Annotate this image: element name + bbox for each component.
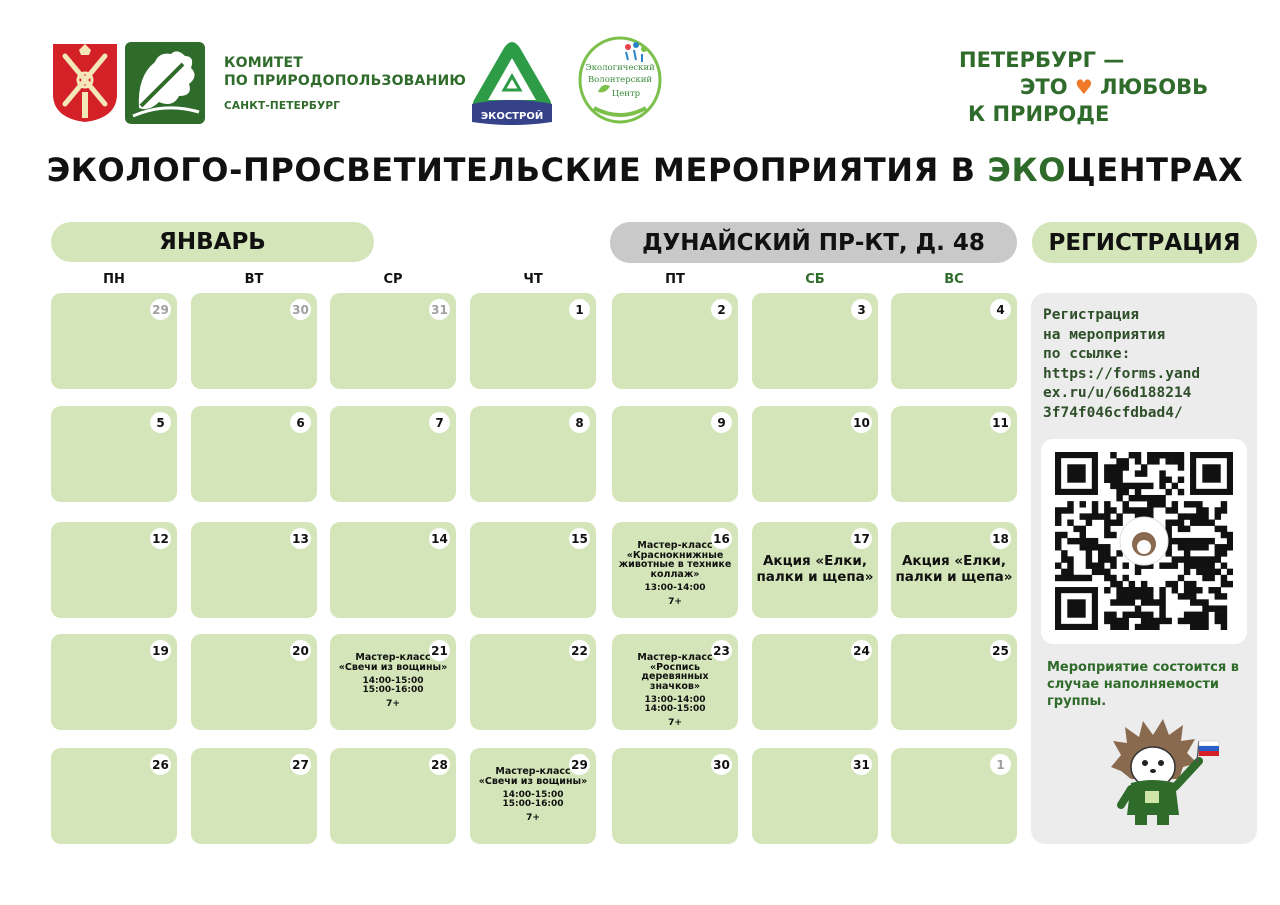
registration-line-2: на мероприятия (1043, 326, 1166, 343)
calendar-day (752, 634, 878, 730)
volunteer-logo-line-3: Центр (611, 89, 641, 99)
day-number: 20 (290, 640, 311, 661)
event-age: 7+ (526, 813, 540, 823)
day-number: 4 (990, 299, 1011, 320)
day-number: 5 (150, 412, 171, 433)
day-number: 24 (851, 640, 872, 661)
event-time: 14:00-15:00 (362, 676, 424, 686)
event-name: «Свечи из вощины» (478, 775, 588, 787)
calendar-day (891, 293, 1017, 389)
slogan-line-2-before: ЭТО (1020, 75, 1068, 99)
day-number: 7 (429, 412, 450, 433)
event-description (756, 553, 874, 585)
event-type: Мастер-класс (637, 540, 713, 551)
weekday-label: СР (383, 272, 403, 287)
day-number: 26 (150, 754, 171, 775)
calendar-day (51, 748, 177, 844)
registration-line-1: Регистрация (1043, 307, 1140, 323)
event-type: Мастер-класс (637, 652, 713, 663)
event-age: 7+ (386, 699, 400, 709)
calendar-day (891, 406, 1017, 502)
day-number: 1 (569, 299, 590, 320)
event-time: 15:00-16:00 (502, 799, 564, 809)
weekday-label: ВС (944, 272, 964, 287)
heart-icon: ♥ (1074, 75, 1093, 99)
event-times (616, 696, 734, 714)
page-title-start: ЭКОЛОГО-ПРОСВЕТИТЕЛЬСКИЕ МЕРОПРИЯТИЯ В (46, 151, 988, 189)
calendar-day (612, 748, 738, 844)
event-line: Акция «Елки, (901, 553, 1007, 569)
day-number: 22 (569, 640, 590, 661)
event-description (334, 653, 452, 710)
address-label: ДУНАЙСКИЙ ПР-КТ, Д. 48 (610, 222, 1017, 263)
event-description (616, 541, 734, 608)
calendar-day-with-event (752, 522, 878, 618)
day-number: 30 (290, 299, 311, 320)
calendar-day (470, 293, 596, 389)
ekostroy-logo (468, 38, 556, 126)
event-type: Мастер-класс (495, 766, 571, 777)
weekday-label: СБ (805, 272, 825, 287)
calendar-day-with-event (612, 634, 738, 730)
calendar-day-with-event (891, 522, 1017, 618)
calendar-day (330, 293, 456, 389)
month-label: ЯНВАРЬ (51, 222, 374, 262)
calendar-day (191, 748, 317, 844)
event-name: значков» (649, 680, 701, 692)
calendar-day (330, 748, 456, 844)
event-age: 7+ (668, 597, 682, 607)
day-number: 19 (150, 640, 171, 661)
calendar-day (51, 406, 177, 502)
calendar-day (470, 522, 596, 618)
event-line: Акция «Елки, (762, 553, 868, 569)
calendar-day (891, 748, 1017, 844)
slogan-line-3: К ПРИРОДЕ (968, 102, 1110, 126)
event-times (334, 677, 452, 695)
day-number: 25 (990, 640, 1011, 661)
committee-city: САНКТ-ПЕТЕРБУРГ (224, 100, 341, 112)
day-number: 6 (290, 412, 311, 433)
day-number: 14 (429, 528, 450, 549)
day-number: 1 (990, 754, 1011, 775)
committee-line-1: КОМИТЕТ (224, 55, 304, 71)
calendar-day (330, 406, 456, 502)
page-title-highlight: ЭКО (987, 151, 1067, 189)
day-number: 29 (569, 754, 590, 775)
calendar-day (51, 634, 177, 730)
calendar-day-with-event (330, 634, 456, 730)
event-description (895, 553, 1013, 585)
calendar-day (752, 293, 878, 389)
qr-code-image[interactable] (1055, 452, 1233, 630)
page-title (0, 151, 1280, 189)
calendar-day (612, 406, 738, 502)
weekday-label: ПТ (665, 272, 685, 287)
day-number: 12 (150, 528, 171, 549)
day-number: 11 (990, 412, 1011, 433)
event-description (474, 767, 592, 824)
event-description (616, 653, 734, 729)
day-number: 3 (851, 299, 872, 320)
event-time: 14:00-15:00 (644, 704, 706, 714)
day-number: 8 (569, 412, 590, 433)
day-number: 30 (711, 754, 732, 775)
volunteer-logo-line-1: Экологический (585, 63, 655, 73)
ekostroy-logo-text: ЭКОСТРОЙ (480, 111, 544, 122)
event-name: «Свечи из вощины» (338, 661, 448, 673)
hedgehog-mascot-illustration (1091, 713, 1221, 831)
calendar-day (752, 748, 878, 844)
committee-line-2: ПО ПРИРОДОПОЛЬЗОВАНИЮ (224, 73, 467, 89)
event-line: палки и щепа» (756, 569, 874, 585)
day-number: 31 (429, 299, 450, 320)
qr-code[interactable] (1041, 439, 1247, 644)
slogan (940, 45, 1230, 130)
registration-link-line-1[interactable]: https://forms.yand (1043, 365, 1201, 382)
registration-panel (1031, 293, 1257, 844)
registration-line-3: по ссылке: (1043, 346, 1131, 362)
oak-leaf-logo (125, 42, 205, 124)
calendar-day-with-event (612, 522, 738, 618)
event-time: 13:00-14:00 (644, 695, 706, 705)
calendar-day (470, 406, 596, 502)
day-number: 17 (851, 528, 872, 549)
page-title-end: ЦЕНТРАХ (1066, 151, 1244, 189)
day-number: 16 (711, 528, 732, 549)
volunteer-center-logo (576, 36, 664, 124)
day-number: 10 (851, 412, 872, 433)
calendar-day (891, 634, 1017, 730)
day-number: 29 (150, 299, 171, 320)
registration-link[interactable] (1043, 365, 1253, 424)
event-name: животные в технике (618, 559, 732, 570)
calendar-day (191, 406, 317, 502)
slogan-line-2-after: ЛЮБОВЬ (1100, 75, 1209, 99)
registration-header: РЕГИСТРАЦИЯ (1032, 222, 1257, 263)
weekday-label: ЧТ (523, 272, 543, 287)
event-name: «Краснокнижные (626, 549, 724, 561)
volunteer-logo-line-2: Волонтерский (587, 75, 653, 85)
spb-coat-of-arms-logo (51, 42, 119, 124)
day-number: 23 (711, 640, 732, 661)
slogan-line-1: ПЕТЕРБУРГ — (959, 48, 1125, 72)
calendar-day-with-event (470, 748, 596, 844)
committee-name (224, 54, 466, 112)
day-number: 9 (711, 412, 732, 433)
day-number: 2 (711, 299, 732, 320)
day-number: 31 (851, 754, 872, 775)
event-times (474, 791, 592, 809)
calendar-day (191, 522, 317, 618)
calendar-day (470, 634, 596, 730)
event-time: 13:00-14:00 (644, 583, 706, 593)
event-times (616, 584, 734, 593)
weekday-label: ПН (103, 272, 125, 287)
calendar-day (191, 634, 317, 730)
event-line: палки и щепа» (895, 569, 1013, 585)
event-name: «Роспись деревянных (641, 661, 709, 682)
registration-text (1043, 306, 1253, 423)
event-time: 14:00-15:00 (502, 790, 564, 800)
calendar-day (612, 293, 738, 389)
registration-link-line-3[interactable]: 3f74f046cfdbad4/ (1043, 404, 1183, 421)
day-number: 21 (429, 640, 450, 661)
occupancy-note: Мероприятие состоится в случае наполняемости группы. (1047, 660, 1239, 709)
day-number: 13 (290, 528, 311, 549)
event-name: коллаж» (650, 568, 700, 580)
calendar-day (51, 522, 177, 618)
day-number: 18 (990, 528, 1011, 549)
calendar-day (330, 522, 456, 618)
day-number: 27 (290, 754, 311, 775)
event-time: 15:00-16:00 (362, 685, 424, 695)
registration-link-line-2[interactable]: ex.ru/u/66d188214 (1043, 385, 1192, 401)
slogan-line-2 (1020, 75, 1208, 99)
event-age: 7+ (668, 718, 682, 728)
day-number: 15 (569, 528, 590, 549)
event-type: Мастер-класс (355, 652, 431, 663)
weekday-label: ВТ (244, 272, 264, 287)
day-number: 28 (429, 754, 450, 775)
calendar-day (752, 406, 878, 502)
calendar-day (51, 293, 177, 389)
calendar-day (191, 293, 317, 389)
